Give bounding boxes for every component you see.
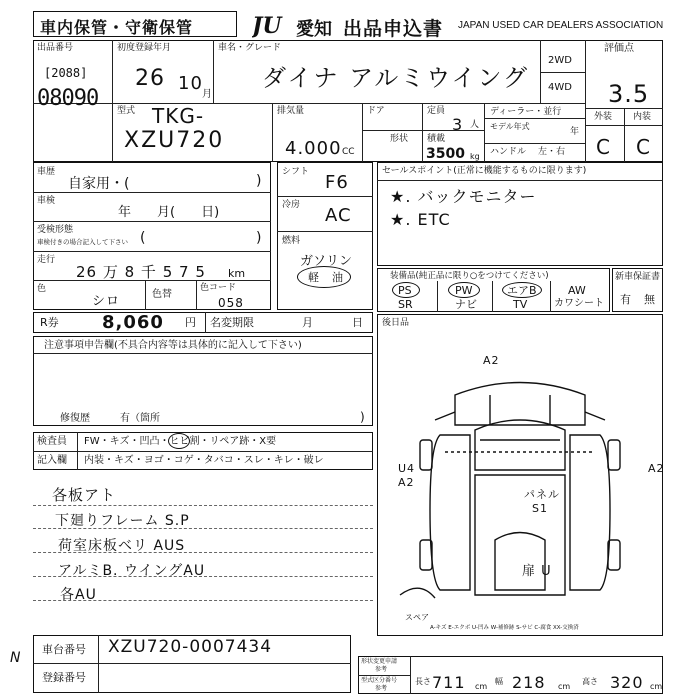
damage-mark-left-2: A2 (398, 476, 415, 489)
handle-label: ハンドル (490, 147, 527, 157)
reception-close: ) (256, 230, 262, 246)
record-label: 記入欄 (37, 455, 67, 466)
car-name-label: 車名・グレード (218, 43, 282, 53)
spare-label: スペア (405, 613, 429, 622)
warranty-title: 新車保証書 (615, 272, 661, 282)
later-label: 後日品 (382, 318, 410, 328)
car-name-value: ダイナ アルミウイング (262, 64, 529, 92)
dim-label-reg: 型式区分番号 (361, 677, 398, 684)
handwritten-line-3: 荷室床板ベリ AUS (58, 538, 186, 554)
interior-value: C (636, 135, 651, 159)
history-value: 自家用・( (68, 176, 130, 192)
svg-text:JU: JU (252, 13, 282, 38)
dim-label-ref2: 参考 (375, 685, 388, 692)
ju-logo-icon (252, 12, 296, 38)
ju-logo (252, 12, 296, 38)
repair-value: 有（箇所 (120, 413, 160, 424)
lot-number: 08090 (37, 86, 99, 111)
equipment-aircon: エアB (507, 284, 537, 297)
length-unit: cm (475, 682, 488, 691)
history-label: 車歴 (37, 167, 56, 177)
model-year-unit: 年 (570, 127, 580, 137)
recycle-ticket-value: 8,060 (102, 312, 164, 333)
load-value: 3500 (426, 146, 465, 162)
height-value: 320 (610, 673, 644, 692)
dealer-label: ディーラー・並行 (490, 107, 562, 117)
reception-note: 車検付きの場合記入して下さい (37, 238, 128, 246)
drive-2wd: 2WD (548, 55, 572, 66)
length-value: 711 (432, 673, 466, 692)
load-unit: kg (470, 152, 480, 161)
handwritten-line-5: 各AU (60, 587, 97, 603)
repair-close: ) (360, 410, 365, 424)
handwritten-line-1: 各板アト (52, 486, 117, 504)
inspection-value: 年 月( 日) (118, 205, 220, 220)
load-label: 積載 (427, 134, 446, 144)
dim-label-ref1: 参考 (375, 666, 388, 673)
mileage-value: 26 万 8 千 5 7 5 (76, 263, 206, 281)
rating-value: 3.5 (608, 80, 650, 108)
exterior-label: 外装 (594, 112, 613, 122)
displacement-unit: CC (342, 147, 355, 157)
damage-mark-center-1: パネル (524, 488, 560, 501)
fuel-diesel: 油 (332, 271, 343, 284)
shift-value: F6 (325, 172, 349, 193)
storage-title: 車内保管・守衛保管 (40, 18, 194, 37)
inspection-label: 車検 (37, 196, 56, 206)
capacity-value: 3 (452, 115, 464, 134)
side-mark: N (10, 650, 22, 666)
ac-value: AC (325, 205, 352, 226)
lot-bracket: [2088] (44, 66, 88, 80)
capacity-label: 定員 (427, 106, 446, 116)
model-code: XZU720 (124, 128, 225, 153)
selling-line-1: ★. バックモニター (390, 187, 537, 206)
history-close: ) (256, 173, 262, 189)
transfer-label: 名変期限 (210, 316, 254, 329)
shift-label: シフト (282, 167, 310, 177)
door-label: ドア (367, 106, 385, 116)
shape-label: 形状 (390, 134, 409, 144)
transfer-month: 月 (302, 316, 313, 329)
damage-mark-bottom: 扉 U (522, 564, 552, 579)
lot-label: 出品番号 (37, 43, 74, 53)
mileage-label: 走行 (37, 255, 56, 265)
color-code-value: 058 (218, 296, 244, 310)
color-code-label: 色コード (200, 283, 237, 293)
association-name: JAPAN USED CAR DEALERS ASSOCIATION (458, 20, 664, 31)
displacement-value: 4.000 (285, 138, 342, 159)
damage-mark-right: A2 (648, 462, 665, 475)
handwritten-line-4: アルミB. ウイングAU (58, 563, 206, 579)
reg-month-unit: 月 (202, 89, 212, 100)
interior-label: 内装 (633, 112, 652, 122)
equipment-title: 装備品(純正品に限り○をつけてください) (390, 271, 549, 281)
truck-diagram (380, 340, 660, 630)
record-row-1: FW・キズ・凹凸・ヒビ割・リペア跡・X要 (84, 436, 277, 447)
model-label: 型式 (117, 106, 136, 116)
damage-mark-center-2: S1 (532, 502, 548, 515)
model-year-label: モデル年式 (490, 122, 530, 131)
reg-date-label: 初度登録年月 (117, 43, 172, 53)
record-row-2: 内装・キズ・ヨゴ・コゲ・タバコ・スレ・キレ・破レ (84, 455, 324, 466)
warranty-yes: 有 (620, 293, 631, 306)
fuel-light: 軽 (308, 271, 319, 284)
reception-label: 受検形態 (37, 225, 74, 235)
damage-mark-front: A2 (483, 354, 500, 367)
recycle-ticket-label: R券 (40, 316, 59, 329)
handle-value: 左・右 (538, 147, 566, 157)
notes-title: 注意事項申告欄(不具合内容等は具体的に記入して下さい) (44, 340, 302, 351)
fuel-label: 燃料 (282, 236, 301, 246)
damage-mark-left-1: U4 (398, 462, 416, 475)
ac-label: 冷房 (282, 200, 301, 210)
truck-outline-icon (380, 340, 660, 630)
displacement-label: 排気量 (277, 106, 305, 116)
height-unit: cm (650, 682, 663, 691)
reg-number-label: 登録番号 (42, 671, 86, 684)
recycle-frame (33, 312, 373, 333)
dim-label-top: 形状変更申請 (361, 658, 398, 665)
height-label: 高さ (582, 677, 598, 686)
rating-label: 評価点 (604, 43, 634, 54)
transfer-day: 日 (352, 316, 363, 329)
inspector-label: 検査員 (37, 436, 67, 447)
document-title: 出品申込書 (343, 18, 444, 40)
equipment-seat: カワシート (554, 298, 604, 309)
width-unit: cm (558, 682, 571, 691)
exterior-value: C (596, 135, 611, 159)
equipment-pw: PW (455, 284, 473, 297)
model-prefix: TKG- (152, 104, 205, 128)
recycle-yen: 円 (185, 316, 196, 329)
length-label: 長さ (415, 677, 431, 686)
width-label: 幅 (495, 677, 503, 686)
width-value: 218 (512, 673, 546, 692)
selling-line-2: ★. ETC (390, 210, 451, 229)
equipment-ps: PS (398, 284, 412, 297)
equipment-tv: TV (513, 298, 528, 311)
capacity-unit: 人 (470, 120, 480, 130)
mileage-unit: km (228, 267, 246, 280)
chassis-value: XZU720-0007434 (108, 637, 273, 657)
drive-4wd: 4WD (548, 82, 572, 93)
equipment-aw: AW (568, 284, 586, 297)
reg-year: 26 (135, 66, 165, 91)
selling-title: セールスポイント(正常に機能するものに限ります) (382, 166, 587, 176)
warranty-no: 無 (644, 293, 655, 306)
reg-month: 10 (178, 73, 203, 94)
equipment-sr: SR (398, 298, 413, 311)
handwritten-line-2: 下廻りフレーム S.P (55, 513, 190, 529)
color-change-label: 色替 (152, 289, 172, 300)
diagram-legend: A-キズ E-エクボ U-凹み W-補修跡 S-サビ C-腐食 XX-交換済 (430, 625, 579, 631)
fuel-value: ガソリン (300, 254, 353, 269)
color-label: 色 (37, 284, 47, 294)
company-name: 愛知 (296, 19, 332, 40)
repair-label: 修復歴 (60, 413, 90, 424)
color-value: シロ (92, 294, 121, 309)
reception-paren: ( (140, 230, 146, 246)
chassis-label: 車台番号 (42, 643, 86, 656)
equipment-navi: ナビ (455, 298, 477, 311)
dent-circle (168, 433, 190, 449)
